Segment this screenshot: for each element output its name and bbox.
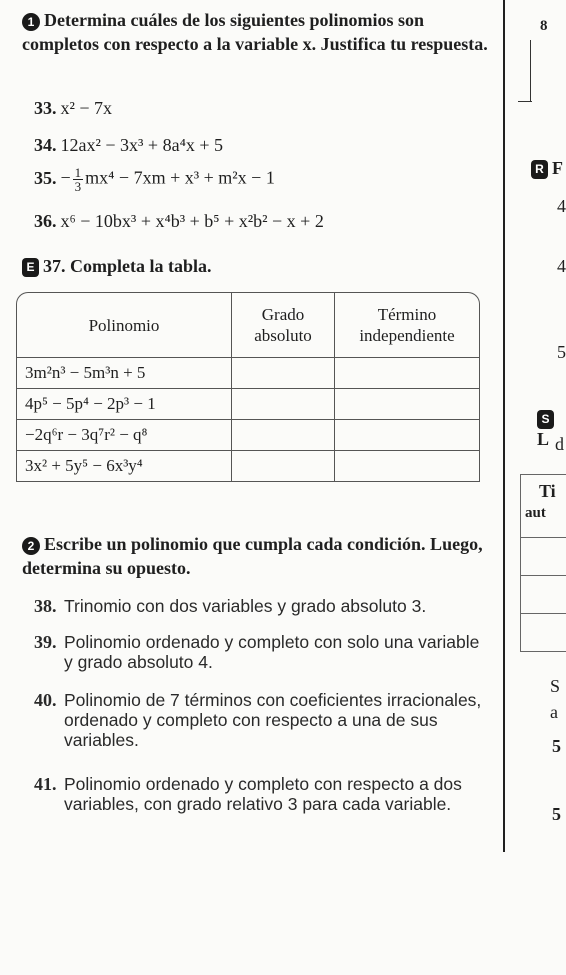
fraction-denominator: 3 <box>74 179 82 194</box>
grado-cell[interactable] <box>231 450 334 482</box>
right-fragment: 4 <box>557 256 566 276</box>
termino-cell[interactable] <box>334 388 480 419</box>
section-badge-s: S <box>537 410 554 429</box>
right-fragment: 5 <box>557 342 566 362</box>
item-number: 35. <box>34 167 57 188</box>
table-row <box>16 357 480 388</box>
condition-38 <box>34 596 489 616</box>
exercise-37-heading <box>22 256 212 277</box>
condition-41 <box>34 774 489 814</box>
expression-sign: − <box>60 167 71 188</box>
right-fragment: 4 <box>557 196 566 216</box>
polynomial-expression: mx⁴ − 7xm + x³ + m²x − 1 <box>85 167 275 188</box>
column-header-polinomio: Polinomio <box>16 292 231 357</box>
table-header-row <box>16 292 480 357</box>
table-rule <box>521 537 566 538</box>
right-fragment-heading: SL <box>537 408 566 450</box>
right-bracket-line <box>530 40 531 102</box>
item-number: 33. <box>34 98 57 118</box>
section-badge: 1 <box>22 13 40 31</box>
fraction <box>73 166 84 193</box>
polynomial-cell: −2q⁶r − 3q⁷r² − q⁸ <box>16 419 231 450</box>
right-fragment: 8 <box>540 18 548 34</box>
right-fragment: S <box>550 676 561 696</box>
polynomial-cell: 3x² + 5y⁵ − 6x³y⁴ <box>16 450 231 482</box>
table-row <box>16 388 480 419</box>
condition-39 <box>34 632 489 672</box>
grado-cell[interactable] <box>231 419 334 450</box>
item-number: 40. <box>34 690 57 710</box>
item-number: 36. <box>34 211 57 231</box>
grado-cell[interactable] <box>231 388 334 419</box>
exercise-33 <box>34 98 112 119</box>
condition-text: Polinomio ordenado y completo con solo una variable y grado absoluto 4. <box>64 632 480 672</box>
polynomial-cell: 3m²n³ − 5m³n + 5 <box>16 357 231 388</box>
polynomial-cell: 4p⁵ − 5p⁴ − 2p³ − 1 <box>16 388 231 419</box>
right-table-fragment <box>520 474 566 652</box>
exercise-34 <box>34 135 223 156</box>
polynomial-table <box>16 292 480 482</box>
section-badge-e: E <box>22 258 39 277</box>
right-fragment: 5 <box>552 804 561 824</box>
termino-cell[interactable] <box>334 450 480 482</box>
condition-text: Polinomio de 7 términos con coeficientes irracionales, ordenado y completo con respecto a una de sus variables. <box>64 690 482 750</box>
table-rule <box>521 613 566 614</box>
table-rule <box>521 575 566 576</box>
column-header-grado: Grado absoluto <box>231 292 334 357</box>
exercise-instructions <box>22 8 492 56</box>
exercise-36 <box>34 211 324 232</box>
column-divider <box>503 0 505 852</box>
right-bracket-foot <box>518 101 532 102</box>
polynomial-expression: 12ax² − 3x³ + 8a⁴x + 5 <box>60 135 224 155</box>
polynomial-expression: x⁶ − 10bx³ + x⁴b³ + b⁵ + x²b² − x + 2 <box>60 211 324 231</box>
exercise-35 <box>34 166 275 193</box>
polynomial-expression: x² − 7x <box>60 98 113 118</box>
table-row <box>16 419 480 450</box>
right-fragment: 5 <box>552 736 561 756</box>
right-fragment: aut <box>525 505 546 521</box>
item-number: 39. <box>34 632 57 652</box>
item-number: 34. <box>34 135 57 155</box>
right-fragment: a <box>550 702 558 722</box>
column-header-termino: Término independiente <box>334 292 480 357</box>
condition-text: Polinomio ordenado y completo con respecto a dos variables, con grado relativo 3 para cada variable. <box>64 774 462 814</box>
condition-40 <box>34 690 489 750</box>
instructions-text: Determina cuáles de los siguientes polinomios son completos con respecto a la variable x. Justifica tu respuesta. <box>22 10 488 54</box>
right-fragment-heading: R F <box>531 158 563 179</box>
right-fragment: d <box>555 434 564 454</box>
item-number: 41. <box>34 774 57 794</box>
exercise-group-heading <box>22 532 492 580</box>
fraction-numerator: 1 <box>74 165 82 180</box>
exercise-37-title: 37. Completa la tabla. <box>43 256 212 276</box>
section-badge-r: R <box>531 160 548 179</box>
condition-text: Trinomio con dos variables y grado absoluto 3. <box>64 596 427 616</box>
item-number: 38. <box>34 596 57 616</box>
right-fragment: Ti <box>539 481 556 501</box>
table-row <box>16 450 480 482</box>
termino-cell[interactable] <box>334 357 480 388</box>
grado-cell[interactable] <box>231 357 334 388</box>
section-badge-2: 2 <box>22 537 40 555</box>
exercise-group-text: Escribe un polinomio que cumpla cada condición. Luego, determina su opuesto. <box>22 534 483 578</box>
termino-cell[interactable] <box>334 419 480 450</box>
